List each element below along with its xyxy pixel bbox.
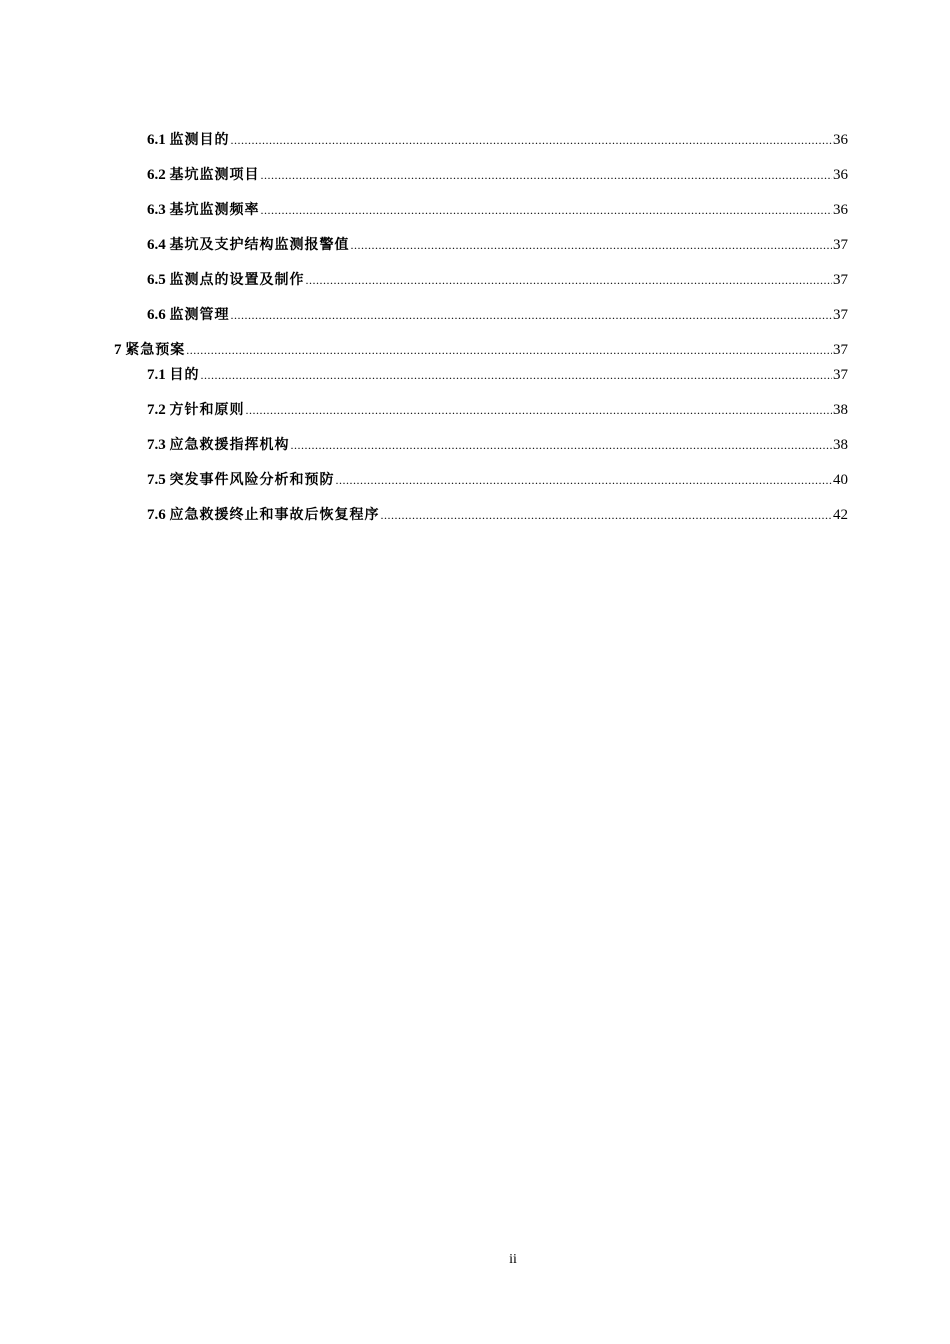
dot-leader (351, 236, 833, 254)
dot-leader (261, 201, 833, 219)
toc-entry-number: 6.3 (147, 202, 166, 218)
toc-entry[interactable] (147, 506, 848, 524)
toc-entry-page: 42 (833, 507, 848, 523)
toc-entry-page: 37 (833, 307, 848, 323)
toc-entry-title: 应急救援终止和事故后恢复程序 (169, 507, 380, 523)
toc-entry[interactable] (147, 436, 848, 454)
dot-leader (231, 131, 833, 149)
toc-entry-number: 7.3 (147, 437, 166, 453)
toc-entry-number: 7.1 (147, 367, 166, 383)
toc-entry-number: 6.4 (147, 237, 166, 253)
toc-entry-page: 38 (833, 402, 848, 418)
dot-leader (306, 271, 833, 289)
toc-entry-title: 突发事件风险分析和预防 (169, 472, 335, 488)
dot-leader (381, 506, 833, 524)
toc-entry-number: 6.1 (147, 132, 166, 148)
toc-entry-title: 基坑监测频率 (169, 202, 260, 218)
toc-entry-page: 38 (833, 437, 848, 453)
toc-entry[interactable] (147, 236, 848, 254)
dot-leader (261, 166, 833, 184)
toc-entry-title: 方针和原则 (169, 402, 245, 418)
toc-entry-page: 37 (833, 342, 848, 358)
toc-entry-title: 监测管理 (169, 307, 230, 323)
page-number: ii (509, 1252, 517, 1267)
toc-entry-number: 7.2 (147, 402, 166, 418)
toc-entry[interactable] (147, 271, 848, 289)
toc-entry-title: 目的 (169, 367, 200, 383)
toc-entry-number: 6.2 (147, 167, 166, 183)
toc-entry-number: 7.5 (147, 472, 166, 488)
toc-entry[interactable] (147, 306, 848, 324)
toc-entry-title: 基坑及支护结构监测报警值 (169, 237, 350, 253)
toc-entry[interactable] (114, 341, 848, 359)
dot-leader (231, 306, 833, 324)
toc-entry[interactable] (147, 201, 848, 219)
toc-entry-page: 36 (833, 167, 848, 183)
dot-leader (336, 471, 833, 489)
toc-entry[interactable] (147, 401, 848, 419)
toc-entry[interactable] (147, 131, 848, 149)
page-footer (0, 1252, 950, 1268)
toc-entry-title: 基坑监测项目 (169, 167, 260, 183)
toc-entry-title: 应急救援指挥机构 (169, 437, 290, 453)
toc-entry-title: 紧急预案 (125, 342, 186, 358)
toc-entry-page: 37 (833, 272, 848, 288)
toc-entry-title: 监测目的 (169, 132, 230, 148)
toc-entry-number: 6.5 (147, 272, 166, 288)
toc-entry[interactable] (147, 166, 848, 184)
toc-entry-page: 40 (833, 472, 848, 488)
toc-entry-number: 7.6 (147, 507, 166, 523)
dot-leader (246, 401, 833, 419)
toc-entry[interactable] (147, 471, 848, 489)
toc-entry-number: 6.6 (147, 307, 166, 323)
toc-entry-number: 7 (114, 342, 122, 358)
toc-entry-page: 36 (833, 202, 848, 218)
dot-leader (186, 341, 832, 359)
toc-entry-page: 36 (833, 132, 848, 148)
toc-entry-page: 37 (833, 237, 848, 253)
dot-leader (201, 366, 833, 384)
dot-leader (291, 436, 833, 454)
toc-entry-page: 37 (833, 367, 848, 383)
toc-entry-title: 监测点的设置及制作 (169, 272, 305, 288)
toc-entry[interactable] (147, 366, 848, 384)
